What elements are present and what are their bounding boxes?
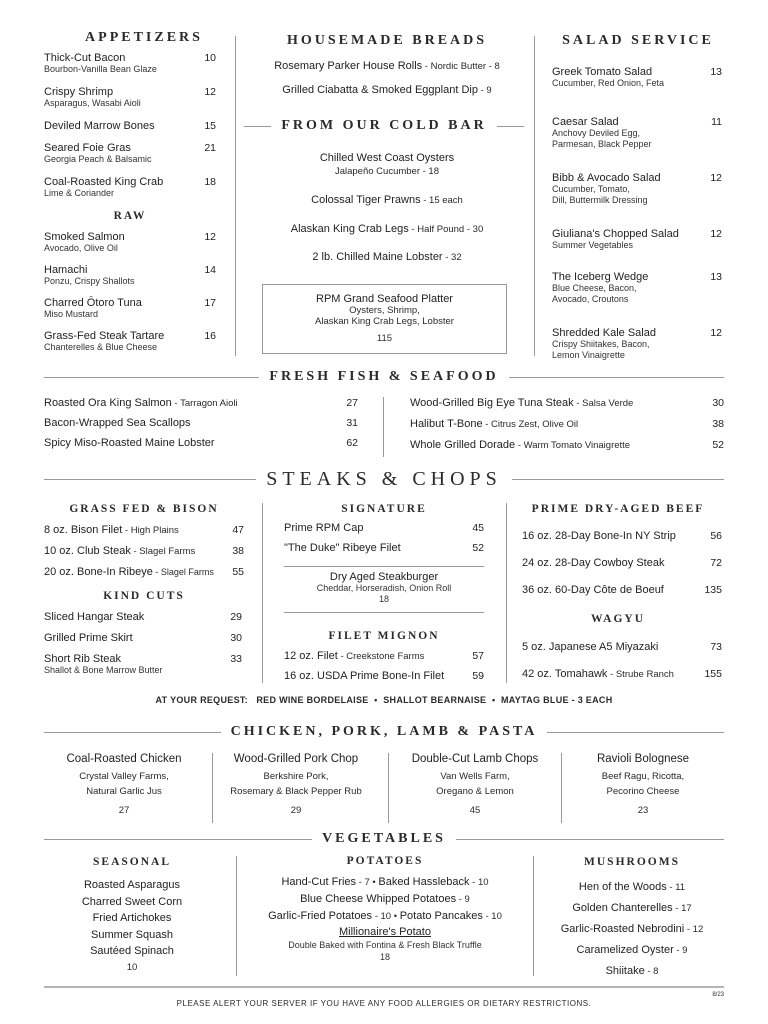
steak-item: 24 oz. 28-Day Cowboy Steak 72 xyxy=(522,557,722,569)
divider xyxy=(235,36,236,356)
appetizer-item: Seared Foie Gras 21 Georgia Peach & Balsamic xyxy=(44,142,216,164)
appetizer-item: Coal-Roasted King Crab 18 Lime & Coriander xyxy=(44,176,216,198)
steaks-heading: STEAKS & CHOPS xyxy=(266,468,502,490)
steak-item: "The Duke" Ribeye Filet 52 xyxy=(284,542,484,554)
footer-rule xyxy=(44,986,724,988)
divider xyxy=(212,753,213,823)
signature-list xyxy=(284,522,484,562)
fish-right-list xyxy=(410,397,724,460)
seafood-platter-box: RPM Grand Seafood Platter Oysters, Shrimp, Alaskan King Crab Legs, Lobster 115 xyxy=(262,284,507,354)
steak-item: Grilled Prime Skirt 30 xyxy=(44,632,242,644)
signature-heading: SIGNATURE xyxy=(341,503,427,515)
salad-item: Shredded Kale Salad 12 Crispy Shiitakes, Bacon, Lemon Vinaigrette xyxy=(552,327,722,360)
mushroom-item: Shiitake - 8 xyxy=(605,965,659,977)
fish-item: Whole Grilled Dorade - Warm Tomato Vinaigrette 52 xyxy=(410,439,724,451)
salad-item: Greek Tomato Salad 13 Cucumber, Red Onion, Feta xyxy=(552,66,722,88)
cold-bar-item: Alaskan King Crab Legs - Half Pound - 30 xyxy=(290,223,484,235)
grass-fed-heading: GRASS FED & BISON xyxy=(69,503,219,515)
appetizer-item: Deviled Marrow Bones 15 xyxy=(44,120,216,132)
cold-bar-heading-row xyxy=(244,118,524,134)
grass-fed-list xyxy=(44,524,244,587)
fish-item: Halibut T-Bone - Citrus Zest, Olive Oil 38 xyxy=(410,418,724,430)
cold-bar-heading: FROM OUR COLD BAR xyxy=(281,118,487,133)
steakburger-item: Dry Aged Steakburger Cheddar, Horseradish, Onion Roll 18 xyxy=(316,571,452,604)
raw-item: Grass-Fed Steak Tartare 16 Chanterelles & Blue Cheese xyxy=(44,330,216,352)
appetizers-heading: APPETIZERS xyxy=(85,30,203,45)
cold-bar-item: Chilled West Coast Oysters Jalapeño Cucumber - 18 xyxy=(319,152,455,177)
seasonal-price: 10 xyxy=(126,961,138,973)
divider xyxy=(388,753,389,823)
bread-item: Grilled Ciabatta & Smoked Eggplant Dip - 9 xyxy=(282,84,492,96)
divider xyxy=(506,503,507,683)
entree-item: Ravioli Bolognese Beef Ragu, Ricotta, Pecorino Cheese 23 xyxy=(596,753,690,816)
steak-item: 16 oz. 28-Day Bone-In NY Strip 56 xyxy=(522,530,722,542)
cold-bar-item: Colossal Tiger Prawns - 15 each xyxy=(311,194,463,206)
mushroom-item: Garlic-Roasted Nebrodini - 12 xyxy=(560,923,704,935)
fish-item: Spicy Miso-Roasted Maine Lobster 62 xyxy=(44,437,358,449)
fish-heading-row xyxy=(44,369,724,385)
seasonal-heading: SEASONAL xyxy=(93,856,171,868)
appetizers-list xyxy=(44,52,216,210)
steak-item: 16 oz. USDA Prime Bone-In Filet 59 xyxy=(284,670,484,682)
seasonal-item: Charred Sweet Corn xyxy=(81,895,183,908)
fish-item: Wood-Grilled Big Eye Tuna Steak - Salsa Verde 30 xyxy=(410,397,724,409)
divider xyxy=(284,566,484,567)
divider xyxy=(284,612,484,613)
potato-line: Blue Cheese Whipped Potatoes - 9 xyxy=(300,893,470,905)
seasonal-item: Roasted Asparagus xyxy=(83,879,180,891)
wagyu-heading: WAGYU xyxy=(590,613,646,625)
mushroom-item: Caramelized Oyster - 9 xyxy=(576,944,688,956)
potatoes-list xyxy=(240,874,530,964)
divider xyxy=(533,856,534,976)
steaks-heading-row xyxy=(44,468,724,491)
steak-item: 12 oz. Filet - Creekstone Farms 57 xyxy=(284,650,484,662)
raw-heading: RAW xyxy=(113,210,147,222)
entree-item: Double-Cut Lamb Chops Van Wells Farm, Oregano & Lemon 45 xyxy=(411,753,539,816)
filet-heading: FILET MIGNON xyxy=(328,630,440,642)
divider xyxy=(383,397,384,457)
steak-item: 8 oz. Bison Filet - High Plains 47 xyxy=(44,524,244,536)
raw-item: Hamachi 14 Ponzu, Crispy Shallots xyxy=(44,264,216,286)
salad-item: Giuliana's Chopped Salad 12 Summer Vegetables xyxy=(552,228,722,250)
kind-cuts-heading: KIND CUTS xyxy=(103,590,185,602)
millionaire-price: 18 xyxy=(379,952,390,962)
dry-aged-heading: PRIME DRY-AGED BEEF xyxy=(531,503,705,515)
potato-line: Hand-Cut Fries - 7 • Baked Hassleback - 10 xyxy=(281,876,489,888)
wagyu-list xyxy=(522,641,722,695)
millionaire-potato: Millionaire's Potato xyxy=(339,926,431,938)
divider xyxy=(534,36,535,356)
mushroom-item: Golden Chanterelles - 17 xyxy=(572,902,692,914)
fish-left-list xyxy=(44,397,358,457)
fish-heading: FRESH FISH & SEAFOOD xyxy=(269,369,499,384)
mushroom-item: Hen of the Woods - 11 xyxy=(578,881,686,893)
divider xyxy=(262,503,263,683)
steak-item: 10 oz. Club Steak - Slagel Farms 38 xyxy=(44,545,244,557)
salad-list xyxy=(552,66,722,361)
steak-item: 36 oz. 60-Day Côte de Boeuf 135 xyxy=(522,584,722,596)
steak-item: 20 oz. Bone-In Ribeye - Slagel Farms 55 xyxy=(44,566,244,578)
appetizer-item: Thick-Cut Bacon 10 Bourbon-Vanilla Bean Glaze xyxy=(44,52,216,74)
chicken-heading: CHICKEN, PORK, LAMB & PASTA xyxy=(230,724,538,739)
potato-line: Garlic-Fried Potatoes - 10 • Potato Pancakes - 10 xyxy=(268,910,502,922)
divider xyxy=(561,753,562,823)
mushrooms-heading: MUSHROOMS xyxy=(584,856,680,868)
seasonal-list xyxy=(44,877,220,976)
potatoes-heading: POTATOES xyxy=(346,855,424,867)
vegetables-heading-row xyxy=(44,831,724,847)
seasonal-item: Sautéed Spinach xyxy=(90,945,174,957)
dry-aged-list xyxy=(522,530,722,611)
breads-heading: HOUSEMADE BREADS xyxy=(286,33,488,48)
seasonal-item: Fried Artichokes xyxy=(92,912,172,924)
raw-item: Smoked Salmon 12 Avocado, Olive Oil xyxy=(44,231,216,253)
divider xyxy=(236,856,237,976)
seasonal-item: Summer Squash xyxy=(91,928,173,941)
steak-item: 42 oz. Tomahawk - Strube Ranch 155 xyxy=(522,668,722,680)
menu-code: 8/23 xyxy=(712,992,724,998)
steak-item: Prime RPM Cap 45 xyxy=(284,522,484,534)
steak-item: Short Rib Steak 33 Shallot & Bone Marrow Butter xyxy=(44,653,242,675)
bread-item: Rosemary Parker House Rolls - Nordic Butter - 8 xyxy=(274,60,500,72)
salad-item: Bibb & Avocado Salad 12 Cucumber, Tomato, Dill, Buttermilk Dressing xyxy=(552,172,722,205)
salad-item: Caesar Salad 11 Anchovy Deviled Egg, Parmesan, Black Pepper xyxy=(552,116,722,149)
salad-item: The Iceberg Wedge 13 Blue Cheese, Bacon, Avocado, Croutons xyxy=(552,271,722,304)
fish-item: Bacon-Wrapped Sea Scallops 31 xyxy=(44,417,358,429)
millionaire-desc: Double Baked with Fontina & Fresh Black Truffle xyxy=(288,940,482,950)
sauce-request: AT YOUR REQUEST: RED WINE BORDELAISE • SHALLOT BEARNAISE • MAYTAG BLUE - 3 EACH xyxy=(155,695,613,705)
vegetables-heading: VEGETABLES xyxy=(322,831,446,846)
fish-item: Roasted Ora King Salmon - Tarragon Aioli 27 xyxy=(44,397,358,409)
mushrooms-list xyxy=(540,877,724,982)
allergy-notice: PLEASE ALERT YOUR SERVER IF YOU HAVE ANY FOOD ALLERGIES OR DIETARY RESTRICTIONS. xyxy=(176,999,592,1008)
kind-cuts-list xyxy=(44,611,242,676)
cold-bar-item: 2 lb. Chilled Maine Lobster - 32 xyxy=(312,251,462,263)
entree-item: Coal-Roasted Chicken Crystal Valley Farms, Natural Garlic Jus 27 xyxy=(66,753,182,816)
filet-list xyxy=(284,650,484,690)
raw-item: Charred Ōtoro Tuna 17 Miso Mustard xyxy=(44,297,216,319)
appetizer-item: Crispy Shrimp 12 Asparagus, Wasabi Aioli xyxy=(44,86,216,108)
steak-item: Sliced Hangar Steak 29 xyxy=(44,611,242,623)
entree-item: Wood-Grilled Pork Chop Berkshire Pork, Rosemary & Black Pepper Rub 29 xyxy=(230,753,362,816)
salad-heading: SALAD SERVICE xyxy=(562,33,714,48)
chicken-heading-row xyxy=(44,724,724,740)
steak-item: 5 oz. Japanese A5 Miyazaki 73 xyxy=(522,641,722,653)
raw-list xyxy=(44,231,216,363)
